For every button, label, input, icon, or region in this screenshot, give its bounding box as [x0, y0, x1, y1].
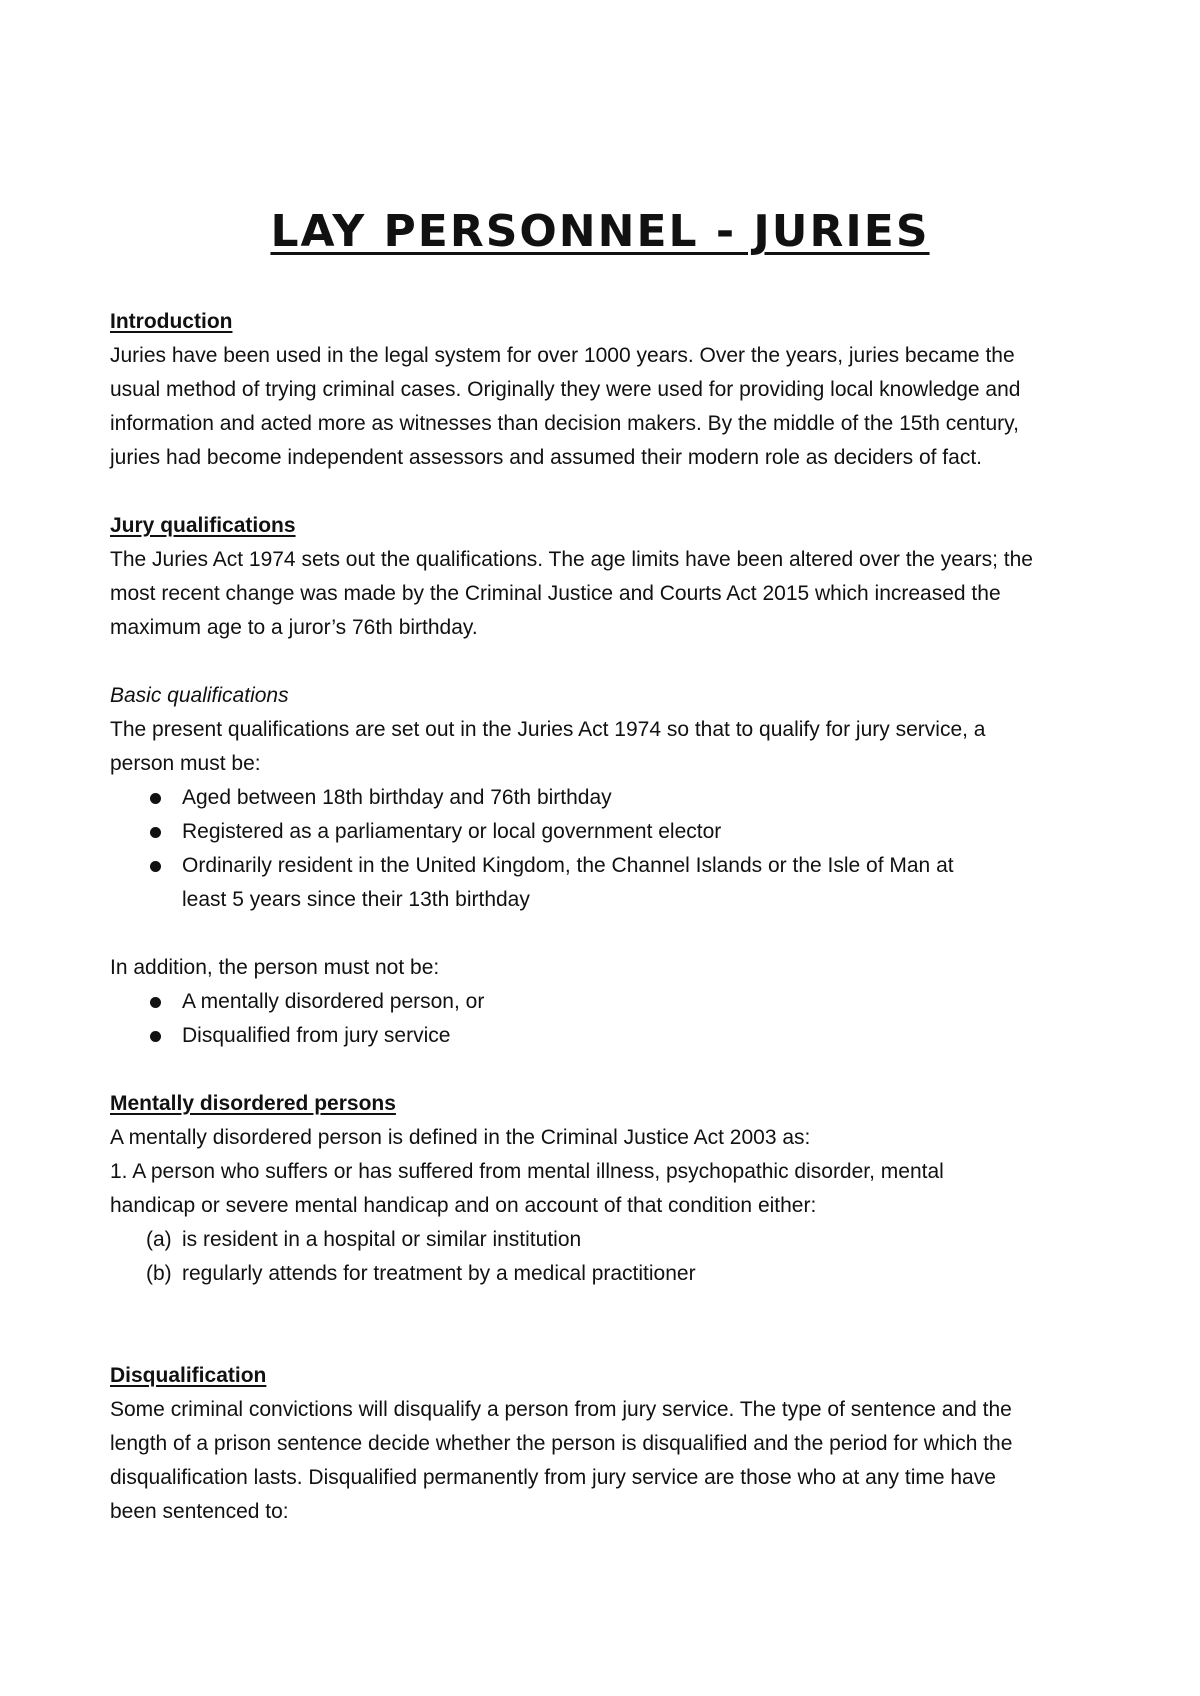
paragraph-line: maximum age to a juror’s 76th birthday.	[110, 616, 478, 639]
paragraph-line: Some criminal convictions will disqualify a person from jury service. The type of sentence and the	[110, 1398, 1012, 1421]
paragraph-line: handicap or severe mental handicap and on account of that condition either:	[110, 1194, 817, 1217]
list-item	[182, 1019, 1110, 1053]
exclusion-list	[110, 985, 1110, 1053]
heading-mentally-disordered: Mentally disordered persons	[110, 1092, 396, 1115]
list-marker: (a)	[146, 1228, 172, 1251]
document-body	[110, 305, 1110, 1529]
paragraph-line: The present qualifications are set out in the Juries Act 1974 so that to qualify for jury service, a	[110, 718, 986, 741]
paragraph-line: A mentally disordered person is defined in the Criminal Justice Act 2003 as:	[110, 1126, 811, 1149]
paragraph-line: In addition, the person must not be:	[110, 956, 440, 979]
list-item	[146, 1257, 1110, 1291]
bullet-icon	[150, 997, 161, 1008]
list-item	[182, 781, 1110, 815]
paragraph-line: juries had become independent assessors and assumed their modern role as deciders of fact.	[110, 446, 982, 469]
paragraph-line: Juries have been used in the legal system for over 1000 years. Over the years, juries became the	[110, 344, 1015, 367]
paragraph-line: information and acted more as witnesses than decision makers. By the middle of the 15th century,	[110, 412, 1019, 435]
qualification-list	[110, 781, 1110, 917]
heading-introduction: Introduction	[110, 310, 233, 333]
paragraph-line: usual method of trying criminal cases. Originally they were used for providing local knowledge and	[110, 378, 1021, 401]
page-title: LAY PERSONNEL - JURIES	[270, 206, 930, 257]
list-item-text: Registered as a parliamentary or local government elector	[182, 820, 722, 843]
bullet-icon	[150, 861, 161, 872]
list-item-text: is resident in a hospital or similar institution	[182, 1228, 582, 1251]
list-item-text: regularly attends for treatment by a medical practitioner	[182, 1262, 696, 1285]
list-item	[146, 1223, 1110, 1257]
list-item-text: A mentally disordered person, or	[182, 990, 485, 1013]
paragraph-line: disqualification lasts. Disqualified permanently from jury service are those who at any time have	[110, 1466, 996, 1489]
paragraph-line: The Juries Act 1974 sets out the qualifications. The age limits have been altered over the years; the	[110, 548, 1033, 571]
bullet-icon	[150, 793, 161, 804]
list-item-text: Ordinarily resident in the United Kingdom, the Channel Islands or the Isle of Man at least 5 years since their 13th birthday	[182, 854, 954, 911]
heading-jury-qualifications: Jury qualifications	[110, 514, 296, 537]
condition-list	[110, 1223, 1110, 1291]
paragraph-line: person must be:	[110, 752, 261, 775]
list-item-text: Disqualified from jury service	[182, 1024, 451, 1047]
list-item	[182, 849, 1110, 917]
paragraph-line: 1. A person who suffers or has suffered from mental illness, psychopathic disorder, mental	[110, 1160, 944, 1183]
paragraph-line: been sentenced to:	[110, 1500, 289, 1523]
bullet-icon	[150, 827, 161, 838]
paragraph-line: length of a prison sentence decide whether the person is disqualified and the period for which the	[110, 1432, 1013, 1455]
list-item	[182, 815, 1110, 849]
paragraph-line: most recent change was made by the Criminal Justice and Courts Act 2015 which increased the	[110, 582, 1001, 605]
list-item	[182, 985, 1110, 1019]
list-marker: (b)	[146, 1262, 172, 1285]
heading-disqualification: Disqualification	[110, 1364, 267, 1387]
list-item-text: Aged between 18th birthday and 76th birthday	[182, 786, 612, 809]
subheading-basic-qualifications: Basic qualifications	[110, 684, 289, 707]
bullet-icon	[150, 1031, 161, 1042]
